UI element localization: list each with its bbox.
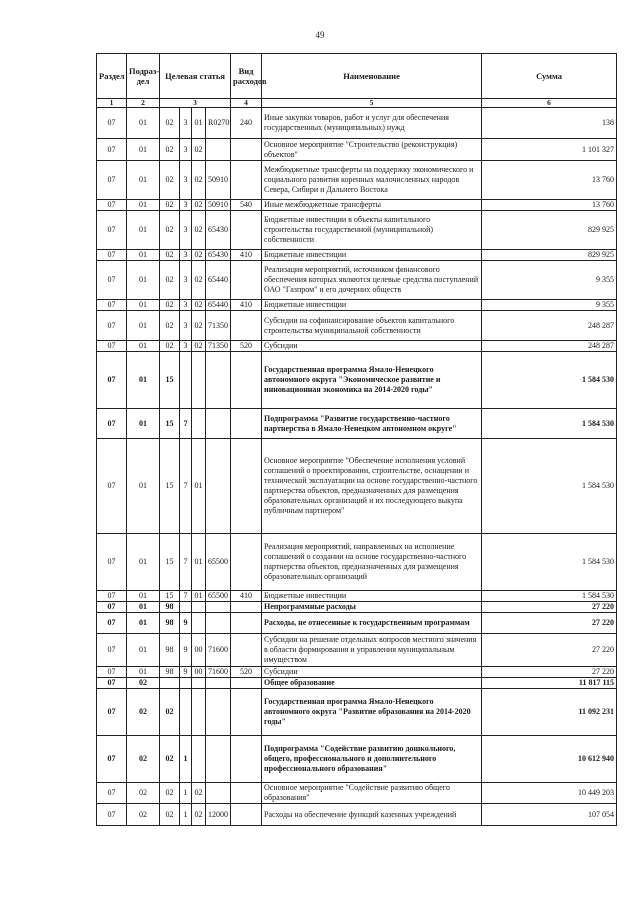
expense-type-cell <box>231 689 262 736</box>
event-code-cell: 02 <box>192 783 206 804</box>
podrazdel-cell: 01 <box>127 352 160 409</box>
page-number: 49 <box>315 30 325 40</box>
program-code-cell: 15 <box>160 409 180 439</box>
subprogram-code-cell: 3 <box>180 108 192 139</box>
table-row <box>97 591 617 602</box>
subprogram-code-cell: 7 <box>180 439 192 534</box>
event-code-cell: 02 <box>192 211 206 250</box>
subprogram-code-cell: 3 <box>180 139 192 161</box>
sum-cell: 27 220 <box>482 602 617 613</box>
direction-code-cell <box>206 352 231 409</box>
table-row <box>97 211 617 250</box>
table-row <box>97 250 617 261</box>
subprogram-code-cell: 3 <box>180 211 192 250</box>
direction-code-cell: 65430 <box>206 250 231 261</box>
program-code-cell: 02 <box>160 161 180 200</box>
table-row <box>97 602 617 613</box>
razdel-cell: 07 <box>97 300 127 311</box>
expense-type-cell: 520 <box>231 667 262 678</box>
subprogram-code-cell: 3 <box>180 341 192 352</box>
razdel-cell: 07 <box>97 783 127 804</box>
table-row <box>97 667 617 678</box>
expense-type-cell: 540 <box>231 200 262 211</box>
subprogram-code-cell: 7 <box>180 591 192 602</box>
subprogram-code-cell: 3 <box>180 161 192 200</box>
podrazdel-cell: 01 <box>127 634 160 667</box>
expense-type-cell: 410 <box>231 300 262 311</box>
subprogram-code-cell: 7 <box>180 534 192 591</box>
program-code-cell: 15 <box>160 352 180 409</box>
name-cell: Расходы, не отнесенные к государственным программам <box>262 613 482 634</box>
table-row <box>97 108 617 139</box>
expense-type-cell: 410 <box>231 250 262 261</box>
razdel-cell: 07 <box>97 602 127 613</box>
program-code-cell: 02 <box>160 736 180 783</box>
sum-cell: 13 760 <box>482 200 617 211</box>
event-code-cell: 02 <box>192 341 206 352</box>
expense-type-cell <box>231 602 262 613</box>
subprogram-code-cell: 9 <box>180 667 192 678</box>
direction-code-cell <box>206 139 231 161</box>
razdel-cell: 07 <box>97 678 127 689</box>
name-cell: Основное мероприятие "Содействие развитию общего образования" <box>262 783 482 804</box>
podrazdel-cell: 01 <box>127 667 160 678</box>
direction-code-cell <box>206 613 231 634</box>
podrazdel-cell: 01 <box>127 534 160 591</box>
header-row <box>97 54 617 99</box>
table-row <box>97 311 617 341</box>
podrazdel-cell: 01 <box>127 300 160 311</box>
name-cell: Субсидии <box>262 341 482 352</box>
event-code-cell: 02 <box>192 300 206 311</box>
podrazdel-cell: 02 <box>127 689 160 736</box>
program-code-cell <box>160 678 180 689</box>
razdel-cell: 07 <box>97 613 127 634</box>
expense-type-cell <box>231 678 262 689</box>
name-cell: Бюджетные инвестиции <box>262 300 482 311</box>
event-code-cell <box>192 613 206 634</box>
razdel-cell: 07 <box>97 667 127 678</box>
direction-code-cell: 71350 <box>206 311 231 341</box>
razdel-cell: 07 <box>97 108 127 139</box>
program-code-cell: 15 <box>160 439 180 534</box>
event-code-cell <box>192 409 206 439</box>
program-code-cell: 98 <box>160 667 180 678</box>
name-cell: Иные закупки товаров, работ и услуг для обеспечения государственных (муниципальных) нужд <box>262 108 482 139</box>
sum-cell: 1 101 327 <box>482 139 617 161</box>
podrazdel-cell: 02 <box>127 783 160 804</box>
expense-type-cell <box>231 534 262 591</box>
sum-cell: 10 449 203 <box>482 783 617 804</box>
razdel-cell: 07 <box>97 534 127 591</box>
program-code-cell: 98 <box>160 634 180 667</box>
podrazdel-cell: 01 <box>127 311 160 341</box>
expense-type-cell <box>231 439 262 534</box>
podrazdel-cell: 01 <box>127 439 160 534</box>
event-code-cell: 02 <box>192 139 206 161</box>
subprogram-code-cell: 3 <box>180 261 192 300</box>
podrazdel-cell: 01 <box>127 602 160 613</box>
direction-code-cell: 65430 <box>206 211 231 250</box>
col-num: 5 <box>262 99 482 108</box>
podrazdel-cell: 01 <box>127 161 160 200</box>
name-cell: Субсидии на решение отдельных вопросов местного значения в области формирования и управления муниципальным имуществом <box>262 634 482 667</box>
table-row <box>97 804 617 826</box>
subprogram-code-cell: 3 <box>180 250 192 261</box>
table-row <box>97 300 617 311</box>
table-row <box>97 634 617 667</box>
subprogram-code-cell <box>180 352 192 409</box>
expense-type-cell <box>231 139 262 161</box>
podrazdel-cell: 01 <box>127 139 160 161</box>
razdel-cell: 07 <box>97 200 127 211</box>
subprogram-code-cell: 9 <box>180 613 192 634</box>
expense-type-cell <box>231 783 262 804</box>
program-code-cell: 02 <box>160 250 180 261</box>
name-cell: Субсидии на софинансирование объектов капитального строительства муниципальной собственности <box>262 311 482 341</box>
podrazdel-cell: 01 <box>127 341 160 352</box>
program-code-cell: 02 <box>160 689 180 736</box>
razdel-cell: 07 <box>97 736 127 783</box>
event-code-cell <box>192 689 206 736</box>
razdel-cell: 07 <box>97 261 127 300</box>
table-body <box>97 108 617 826</box>
direction-code-cell: 65440 <box>206 300 231 311</box>
table-row <box>97 678 617 689</box>
subprogram-code-cell <box>180 689 192 736</box>
event-code-cell <box>192 736 206 783</box>
direction-code-cell: 65500 <box>206 534 231 591</box>
sum-cell: 829 925 <box>482 211 617 250</box>
direction-code-cell <box>206 689 231 736</box>
event-code-cell: 01 <box>192 439 206 534</box>
col-num: 4 <box>231 99 262 108</box>
table-row <box>97 439 617 534</box>
name-cell: Государственная программа Ямало-Ненецкого автономного округа "Развитие образования на 2014-2020 годы" <box>262 689 482 736</box>
event-code-cell <box>192 602 206 613</box>
event-code-cell <box>192 678 206 689</box>
name-cell: Иные межбюджетные трансферты <box>262 200 482 211</box>
event-code-cell: 01 <box>192 534 206 591</box>
table-row <box>97 534 617 591</box>
subprogram-code-cell: 7 <box>180 409 192 439</box>
column-number-row <box>97 99 617 108</box>
expense-type-cell <box>231 613 262 634</box>
sum-cell: 9 355 <box>482 300 617 311</box>
program-code-cell: 02 <box>160 783 180 804</box>
program-code-cell: 02 <box>160 139 180 161</box>
sum-cell: 1 584 530 <box>482 352 617 409</box>
podrazdel-cell: 02 <box>127 736 160 783</box>
name-cell: Подпрограмма "Содействие развитию дошкольного, общего, профессионального и дополнительного профессионального образования" <box>262 736 482 783</box>
name-cell: Субсидии <box>262 667 482 678</box>
name-cell: Бюджетные инвестиции <box>262 250 482 261</box>
name-cell: Реализация мероприятий, источником финансового обеспечения которых являются целевые средства поступлений ОАО "Газпром" и его дочерних обществ <box>262 261 482 300</box>
header-podrazdel: Подраз- дел <box>127 54 160 99</box>
sum-cell: 829 925 <box>482 250 617 261</box>
razdel-cell: 07 <box>97 409 127 439</box>
direction-code-cell: 12000 <box>206 804 231 826</box>
razdel-cell: 07 <box>97 311 127 341</box>
header-vid: Вид расходов <box>231 54 262 99</box>
header-razdel: Раздел <box>97 54 127 99</box>
expense-type-cell <box>231 804 262 826</box>
event-code-cell <box>192 352 206 409</box>
sum-cell: 1 584 530 <box>482 591 617 602</box>
name-cell: Общее образование <box>262 678 482 689</box>
razdel-cell: 07 <box>97 804 127 826</box>
event-code-cell: 02 <box>192 804 206 826</box>
podrazdel-cell: 01 <box>127 261 160 300</box>
name-cell: Основное мероприятие "Строительство (реконструкция) объектов" <box>262 139 482 161</box>
name-cell: Расходы на обеспечение функций казенных учреждений <box>262 804 482 826</box>
direction-code-cell <box>206 409 231 439</box>
name-cell: Межбюджетные трансферты на поддержку экономического и социального развития коренных малочисленных народов Севера, Сибири и Дальнего Востока <box>262 161 482 200</box>
col-num: 2 <box>127 99 160 108</box>
direction-code-cell <box>206 736 231 783</box>
event-code-cell: 02 <box>192 250 206 261</box>
razdel-cell: 07 <box>97 439 127 534</box>
col-num: 1 <box>97 99 127 108</box>
sum-cell: 1 584 530 <box>482 409 617 439</box>
subprogram-code-cell <box>180 602 192 613</box>
razdel-cell: 07 <box>97 250 127 261</box>
program-code-cell: 02 <box>160 311 180 341</box>
sum-cell: 248 287 <box>482 311 617 341</box>
expense-type-cell: 410 <box>231 591 262 602</box>
direction-code-cell: 50910 <box>206 161 231 200</box>
program-code-cell: 02 <box>160 108 180 139</box>
table-row <box>97 200 617 211</box>
program-code-cell: 02 <box>160 300 180 311</box>
budget-table <box>96 53 617 826</box>
event-code-cell: 00 <box>192 667 206 678</box>
name-cell: Бюджетные инвестиции <box>262 591 482 602</box>
direction-code-cell <box>206 783 231 804</box>
subprogram-code-cell: 1 <box>180 783 192 804</box>
table-row <box>97 783 617 804</box>
razdel-cell: 07 <box>97 634 127 667</box>
razdel-cell: 07 <box>97 139 127 161</box>
sum-cell: 10 612 940 <box>482 736 617 783</box>
razdel-cell: 07 <box>97 161 127 200</box>
event-code-cell: 01 <box>192 591 206 602</box>
sum-cell: 27 220 <box>482 613 617 634</box>
expense-type-cell <box>231 161 262 200</box>
program-code-cell: 02 <box>160 804 180 826</box>
program-code-cell: 98 <box>160 602 180 613</box>
razdel-cell: 07 <box>97 341 127 352</box>
razdel-cell: 07 <box>97 211 127 250</box>
expense-type-cell <box>231 409 262 439</box>
podrazdel-cell: 01 <box>127 409 160 439</box>
event-code-cell: 01 <box>192 108 206 139</box>
subprogram-code-cell: 9 <box>180 634 192 667</box>
expense-type-cell: 240 <box>231 108 262 139</box>
direction-code-cell: 65500 <box>206 591 231 602</box>
subprogram-code-cell: 3 <box>180 200 192 211</box>
table-row <box>97 613 617 634</box>
direction-code-cell: 71350 <box>206 341 231 352</box>
sum-cell: 27 220 <box>482 634 617 667</box>
name-cell: Бюджетные инвестиции в объекты капитального строительства государственной (муниципальной) собственности <box>262 211 482 250</box>
table-row <box>97 736 617 783</box>
event-code-cell: 02 <box>192 261 206 300</box>
razdel-cell: 07 <box>97 352 127 409</box>
expense-type-cell <box>231 261 262 300</box>
table-row <box>97 139 617 161</box>
podrazdel-cell: 01 <box>127 591 160 602</box>
header-name: Наименование <box>262 54 482 99</box>
header-target: Целевая статья <box>160 54 231 99</box>
direction-code-cell: 65440 <box>206 261 231 300</box>
direction-code-cell: 71600 <box>206 634 231 667</box>
direction-code-cell: R0270 <box>206 108 231 139</box>
name-cell: Основное мероприятие "Обеспечение исполнения условий соглашений о проектировании, строительстве, оснащении и технической эксплуатации на основе государственно-частного партнерства объектов, предназначенных для размещения образовательных организаций и их последующего выкупа публичным партнером" <box>262 439 482 534</box>
sum-cell: 1 584 530 <box>482 534 617 591</box>
podrazdel-cell: 02 <box>127 678 160 689</box>
program-code-cell: 02 <box>160 341 180 352</box>
col-num: 3 <box>160 99 231 108</box>
event-code-cell: 02 <box>192 200 206 211</box>
expense-type-cell <box>231 311 262 341</box>
direction-code-cell: 50910 <box>206 200 231 211</box>
podrazdel-cell: 01 <box>127 250 160 261</box>
subprogram-code-cell <box>180 678 192 689</box>
razdel-cell: 07 <box>97 591 127 602</box>
podrazdel-cell: 02 <box>127 804 160 826</box>
sum-cell: 9 355 <box>482 261 617 300</box>
razdel-cell: 07 <box>97 689 127 736</box>
subprogram-code-cell: 1 <box>180 804 192 826</box>
table-row <box>97 261 617 300</box>
event-code-cell: 02 <box>192 161 206 200</box>
expense-type-cell <box>231 634 262 667</box>
sum-cell: 11 817 115 <box>482 678 617 689</box>
table-row <box>97 161 617 200</box>
program-code-cell: 02 <box>160 211 180 250</box>
sum-cell: 1 584 530 <box>482 439 617 534</box>
sum-cell: 27 220 <box>482 667 617 678</box>
direction-code-cell <box>206 439 231 534</box>
name-cell: Реализация мероприятий, направленных на исполнение соглашений о создании на основе государственно-частного партнерства объектов, предназначенных для размещения образовательных организаций <box>262 534 482 591</box>
sum-cell: 248 287 <box>482 341 617 352</box>
program-code-cell: 15 <box>160 591 180 602</box>
sum-cell: 107 054 <box>482 804 617 826</box>
direction-code-cell <box>206 678 231 689</box>
sum-cell: 13 760 <box>482 161 617 200</box>
expense-type-cell <box>231 736 262 783</box>
program-code-cell: 02 <box>160 261 180 300</box>
program-code-cell: 15 <box>160 534 180 591</box>
podrazdel-cell: 01 <box>127 211 160 250</box>
subprogram-code-cell: 1 <box>180 736 192 783</box>
name-cell: Государственная программа Ямало-Ненецкого автономного округа "Экономическое развитие и инновационная экономика на 2014-2020 годы" <box>262 352 482 409</box>
header-sum: Сумма <box>482 54 617 99</box>
event-code-cell: 00 <box>192 634 206 667</box>
expense-type-cell <box>231 352 262 409</box>
subprogram-code-cell: 3 <box>180 300 192 311</box>
expense-type-cell <box>231 211 262 250</box>
name-cell: Подпрограмма "Развитие государственно-частного партнерства в Ямало-Ненецком автономном округе" <box>262 409 482 439</box>
table-row <box>97 689 617 736</box>
podrazdel-cell: 01 <box>127 200 160 211</box>
program-code-cell: 02 <box>160 200 180 211</box>
table-row <box>97 341 617 352</box>
program-code-cell: 98 <box>160 613 180 634</box>
direction-code-cell: 71600 <box>206 667 231 678</box>
podrazdel-cell: 01 <box>127 108 160 139</box>
subprogram-code-cell: 3 <box>180 311 192 341</box>
table-row <box>97 409 617 439</box>
name-cell: Непрограммные расходы <box>262 602 482 613</box>
col-num: 6 <box>482 99 617 108</box>
direction-code-cell <box>206 602 231 613</box>
expense-type-cell: 520 <box>231 341 262 352</box>
podrazdel-cell: 01 <box>127 613 160 634</box>
event-code-cell: 02 <box>192 311 206 341</box>
sum-cell: 11 092 231 <box>482 689 617 736</box>
sum-cell: 138 <box>482 108 617 139</box>
table-row <box>97 352 617 409</box>
